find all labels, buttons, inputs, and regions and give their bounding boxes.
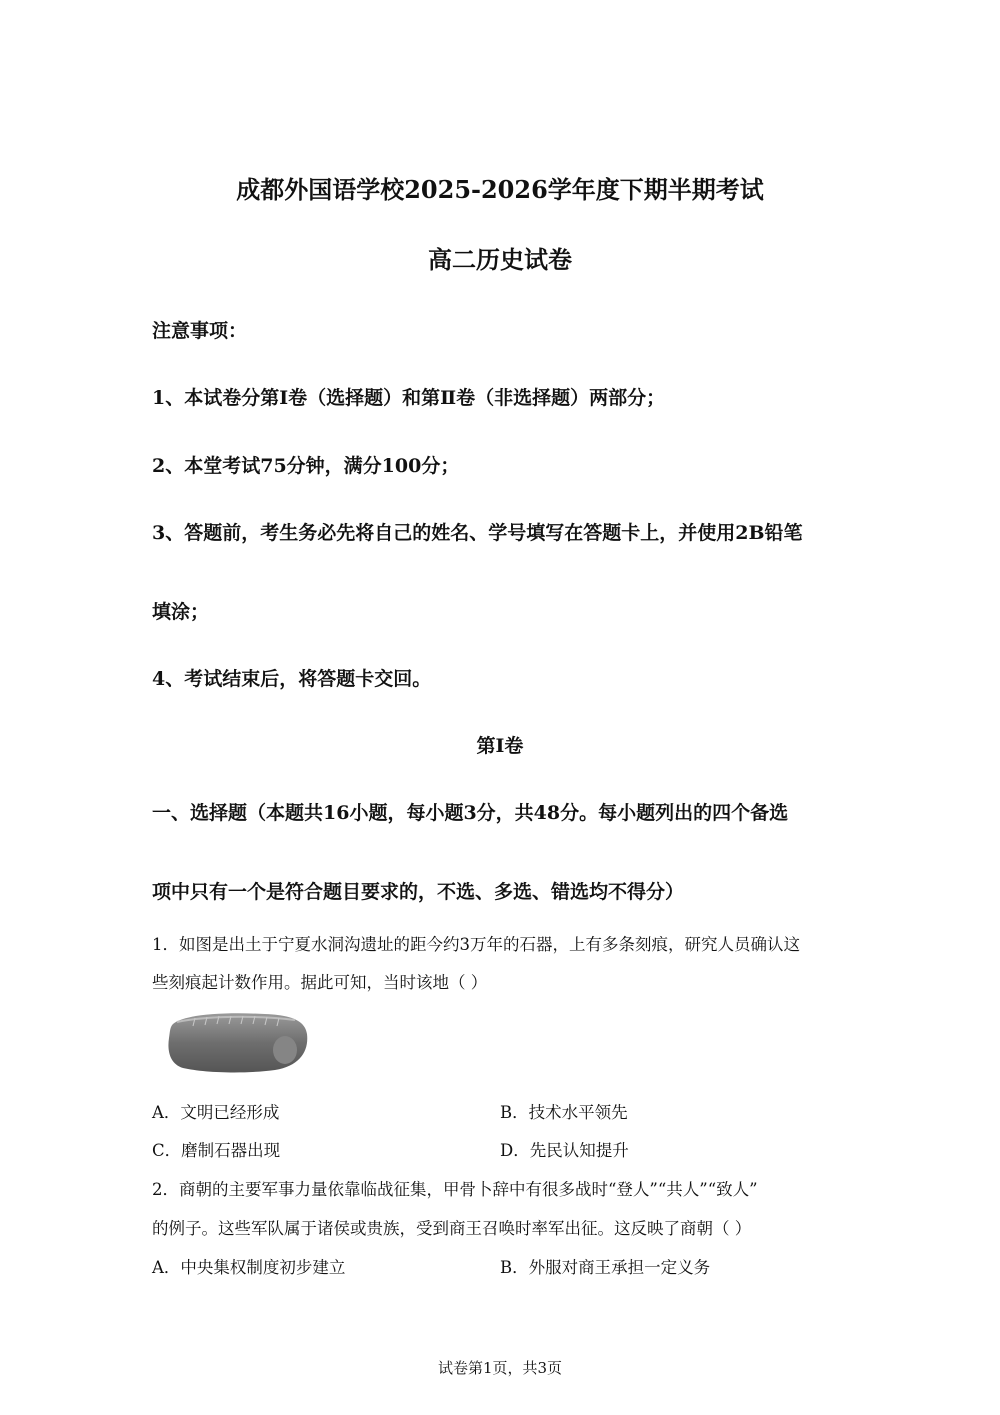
question-1-option-b: B．技术水平领先	[500, 1103, 628, 1122]
question-1-stem-line1: 1．如图是出土于宁夏水洞沟遗址的距今约3万年的石器，上有多条刻痕，研究人员确认这	[152, 935, 800, 954]
note-item-3-cont: 填涂；	[152, 601, 210, 623]
exam-title: 成都外国语学校2025-2026学年度下期半期考试	[236, 175, 764, 204]
question-1-stem-line2: 些刻痕起计数作用。据此可知，当时该地（ ）	[152, 973, 488, 992]
note-item-4: 4、考试结束后，将答题卡交回。	[152, 668, 432, 690]
section-instruction-line2: 项中只有一个是符合题目要求的，不选、多选、错选均不得分）	[152, 881, 685, 903]
question-2-stem-line1: 2．商朝的主要军事力量依靠临战征集，甲骨卜辞中有很多战时“登人”“共人”“致人”	[152, 1180, 758, 1199]
section-label: 第Ⅰ卷	[476, 735, 524, 757]
note-item-1: 1、本试卷分第Ⅰ卷（选择题）和第Ⅱ卷（非选择题）两部分；	[152, 387, 666, 409]
section-instruction-line1: 一、选择题（本题共16小题，每小题3分，共48分。每小题列出的四个备选	[152, 802, 789, 824]
exam-subtitle: 高二历史试卷	[428, 245, 572, 274]
stone-artifact-image	[165, 1006, 310, 1076]
page-footer: 试卷第1页，共3页	[437, 1359, 563, 1377]
question-2-option-a: A．中央集权制度初步建立	[152, 1258, 346, 1277]
question-1-option-c: C．磨制石器出现	[152, 1141, 281, 1160]
note-item-2: 2、本堂考试75分钟，满分100分；	[152, 455, 460, 477]
question-1-option-a: A．文明已经形成	[152, 1103, 280, 1122]
question-2-stem-line2: 的例子。这些军队属于诸侯或贵族，受到商王召唤时率军出征。这反映了商朝（ ）	[152, 1219, 752, 1238]
question-1-option-d: D．先民认知提升	[500, 1141, 629, 1160]
question-2-option-b: B．外服对商王承担一定义务	[500, 1258, 711, 1277]
notes-heading: 注意事项：	[152, 320, 248, 342]
note-item-3: 3、答题前，考生务必先将自己的姓名、学号填写在答题卡上，并使用2B铅笔	[152, 522, 803, 544]
